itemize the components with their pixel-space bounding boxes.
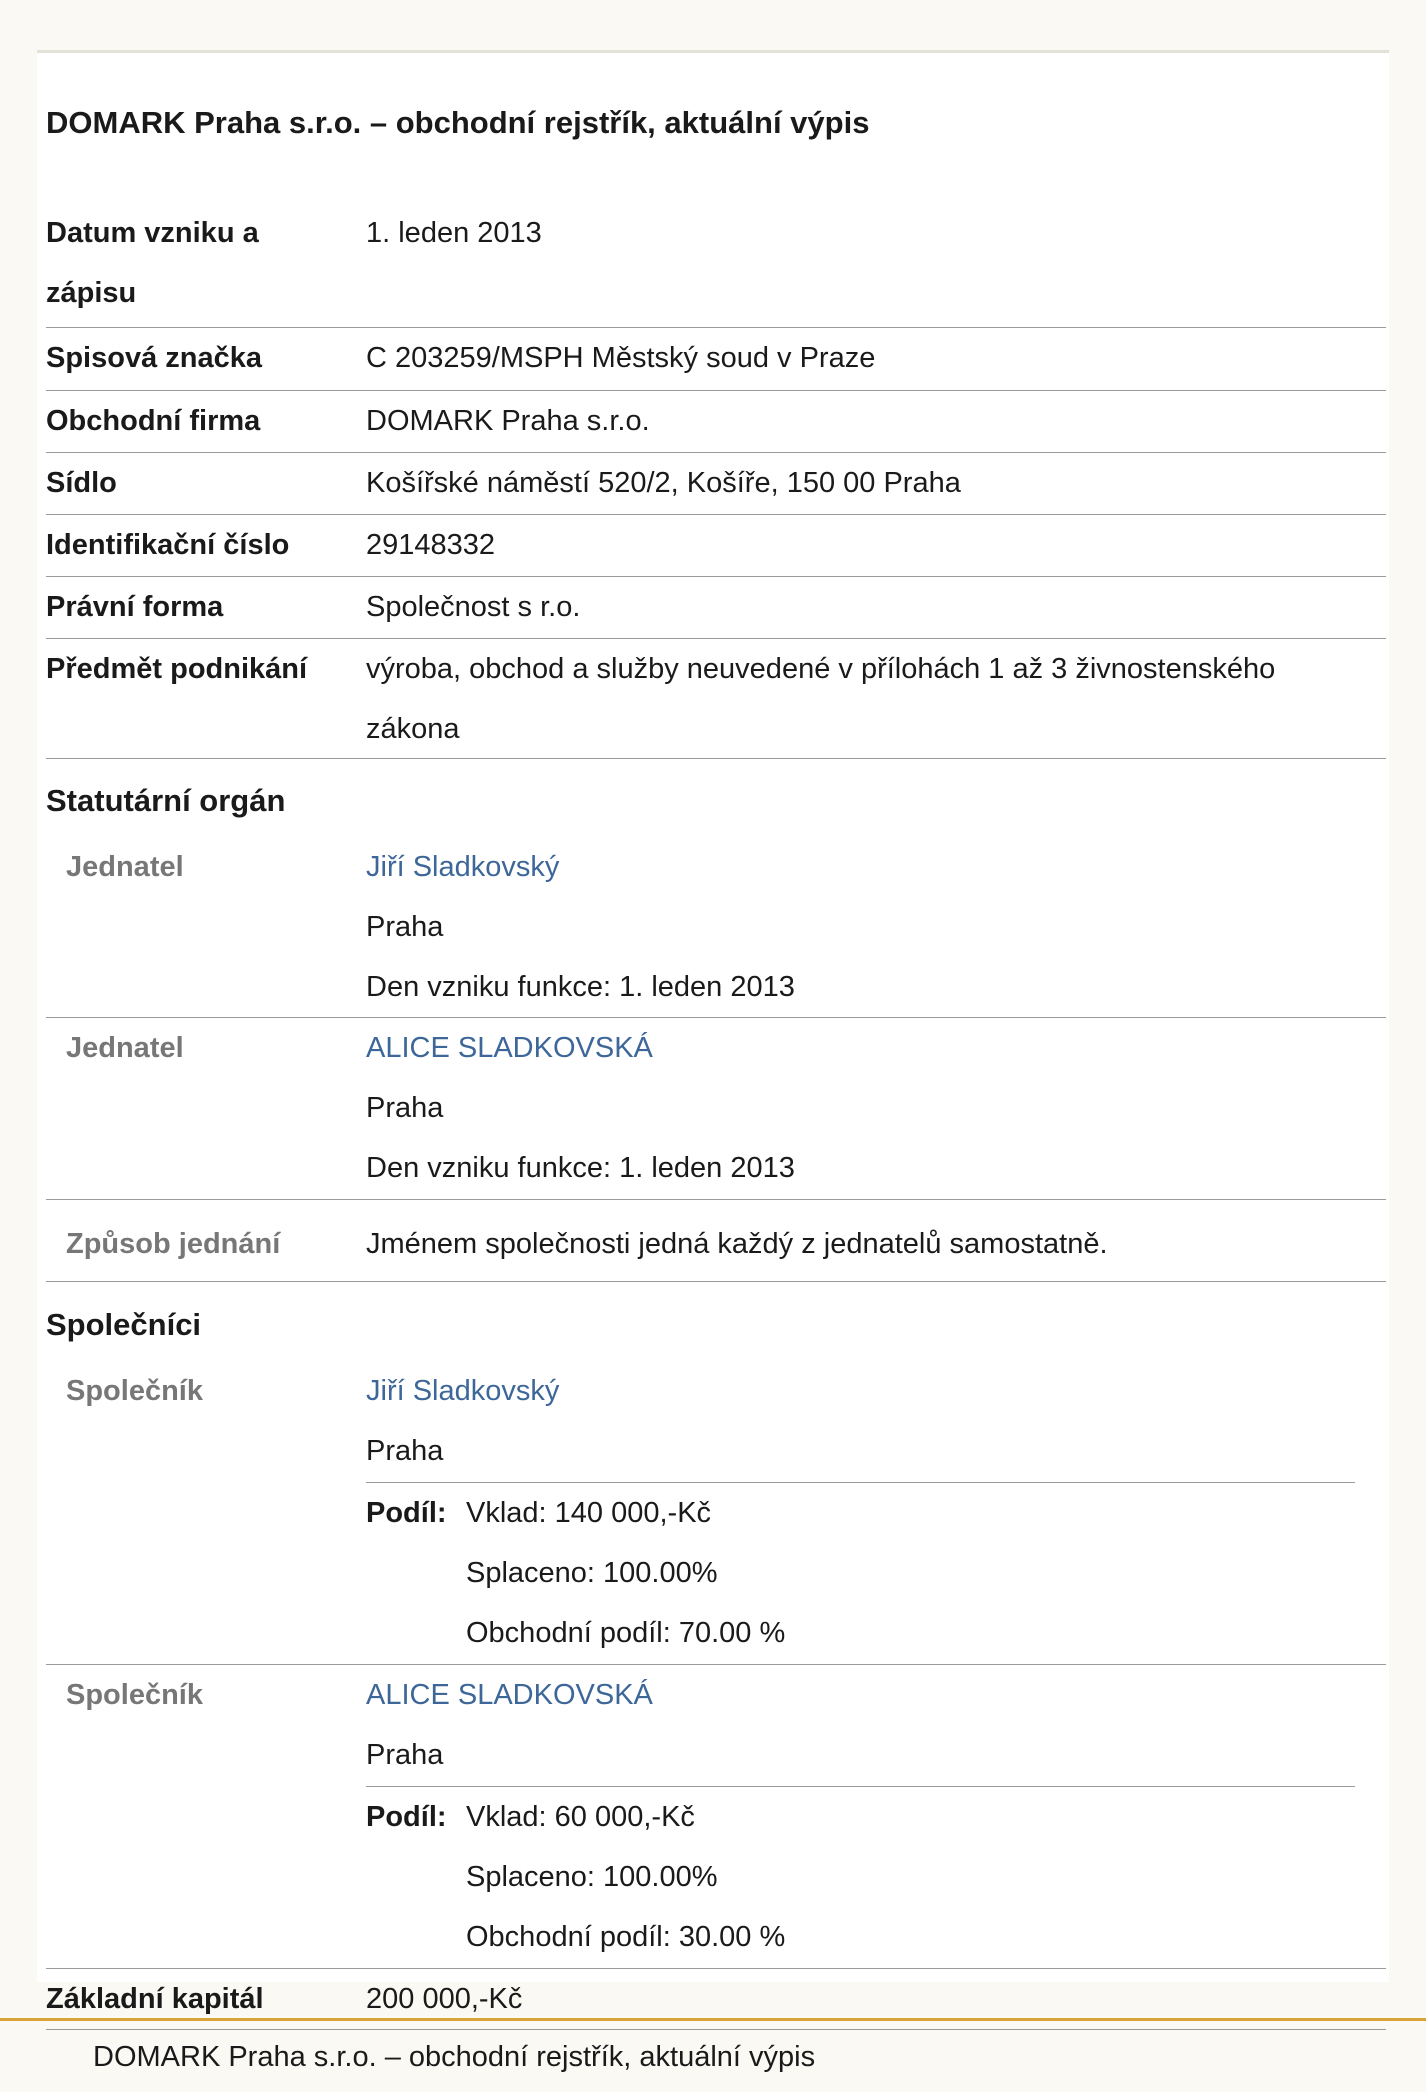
spolecnik-2-city: Praha xyxy=(366,1739,444,1771)
link-spolecnik-2-name[interactable]: ALICE SLADKOVSKÁ xyxy=(366,1679,653,1711)
row-spisova-znacka xyxy=(46,328,1386,391)
link-jednatel-1-name[interactable]: Jiří Sladkovský xyxy=(366,851,560,883)
link-jednatel-2-name[interactable]: ALICE SLADKOVSKÁ xyxy=(366,1032,653,1064)
label-identifikacni-cislo: Identifikační číslo xyxy=(46,529,290,561)
splaceno-1: Splaceno: 100.00% xyxy=(466,1557,718,1589)
jednatel-2-since: Den vzniku funkce: 1. leden 2013 xyxy=(366,1152,795,1184)
row-spolecnik-1 xyxy=(46,1361,1386,1665)
podil-label-1: Podíl: xyxy=(366,1497,447,1529)
jednatel-2-city: Praha xyxy=(366,1092,444,1124)
row-obchodni-firma xyxy=(46,391,1386,453)
footer-text: DOMARK Praha s.r.o. – obchodní rejstřík, aktuální výpis xyxy=(93,2041,816,2073)
value-jednatel-1 xyxy=(366,837,1366,1017)
page-footer xyxy=(0,2018,1426,2092)
value-zakladni-kapital: 200 000,-Kč xyxy=(366,1983,523,2015)
value-zpusob-jednani: Jménem společnosti jedná každý z jednatelů samostatně. xyxy=(366,1228,1108,1260)
label-obchodni-firma: Obchodní firma xyxy=(46,405,261,437)
row-zpusob-jednani xyxy=(46,1200,1386,1282)
value-pravni-forma: Společnost s r.o. xyxy=(366,591,581,623)
link-spolecnik-1-name[interactable]: Jiří Sladkovský xyxy=(366,1375,560,1407)
row-identifikacni-cislo xyxy=(46,515,1386,577)
label-zpusob-jednani: Způsob jednání xyxy=(66,1228,281,1260)
obchodni-podil-1: Obchodní podíl: 70.00 % xyxy=(466,1617,786,1649)
label-spolecnik-2: Společník xyxy=(66,1679,203,1711)
label-datum-vzniku: Datum vzniku a zápisu xyxy=(46,217,259,309)
obchodni-podil-2: Obchodní podíl: 30.00 % xyxy=(466,1921,786,1953)
label-pravni-forma: Právní forma xyxy=(46,591,224,623)
record-card xyxy=(37,50,1389,2015)
label-jednatel-2: Jednatel xyxy=(66,1032,184,1064)
label-zakladni-kapital: Základní kapitál xyxy=(46,1983,264,2015)
section-statutarni-organ: Statutární orgán xyxy=(46,783,286,818)
label-sidlo: Sídlo xyxy=(46,467,117,499)
value-sidlo: Košířské náměstí 520/2, Košíře, 150 00 Praha xyxy=(366,467,961,499)
value-spisova-znacka: C 203259/MSPH Městský soud v Praze xyxy=(366,342,876,374)
podil-label-2: Podíl: xyxy=(366,1801,447,1833)
value-spolecnik-1 xyxy=(366,1361,1366,1481)
row-pravni-forma xyxy=(46,577,1386,639)
row-datum-vzniku xyxy=(46,203,1386,328)
label-spisova-znacka: Spisová značka xyxy=(46,342,262,374)
vklad-2: Vklad: 60 000,-Kč xyxy=(466,1801,695,1833)
value-identifikacni-cislo: 29148332 xyxy=(366,529,496,561)
row-jednatel-1 xyxy=(46,837,1386,1018)
value-predmet-podnikani: výroba, obchod a služby neuvedené v přílohách 1 až 3 živnostenského zákona xyxy=(366,653,1276,745)
label-predmet-podnikani: Předmět podnikání xyxy=(46,653,308,685)
row-predmet-podnikani xyxy=(46,639,1386,759)
value-datum-vzniku: 1. leden 2013 xyxy=(366,217,542,249)
value-jednatel-2 xyxy=(366,1018,1366,1198)
value-spolecnik-2 xyxy=(366,1665,1366,1785)
jednatel-1-city: Praha xyxy=(366,911,444,943)
row-jednatel-2 xyxy=(46,1018,1386,1200)
row-sidlo xyxy=(46,453,1386,515)
section-spolecnici: Společníci xyxy=(46,1307,202,1342)
podil-values-1 xyxy=(466,1483,785,1663)
jednatel-1-since: Den vzniku funkce: 1. leden 2013 xyxy=(366,971,795,1003)
label-jednatel-1: Jednatel xyxy=(66,851,184,883)
label-spolecnik-1: Společník xyxy=(66,1375,203,1407)
vklad-1: Vklad: 140 000,-Kč xyxy=(466,1497,712,1529)
page-title: DOMARK Praha s.r.o. – obchodní rejstřík, aktuální výpis xyxy=(46,105,870,140)
podil-values-2 xyxy=(466,1787,785,1967)
row-spolecnik-2 xyxy=(46,1665,1386,1969)
splaceno-2: Splaceno: 100.00% xyxy=(466,1861,718,1893)
value-obchodni-firma: DOMARK Praha s.r.o. xyxy=(366,405,650,437)
spolecnik-1-city: Praha xyxy=(366,1435,444,1467)
